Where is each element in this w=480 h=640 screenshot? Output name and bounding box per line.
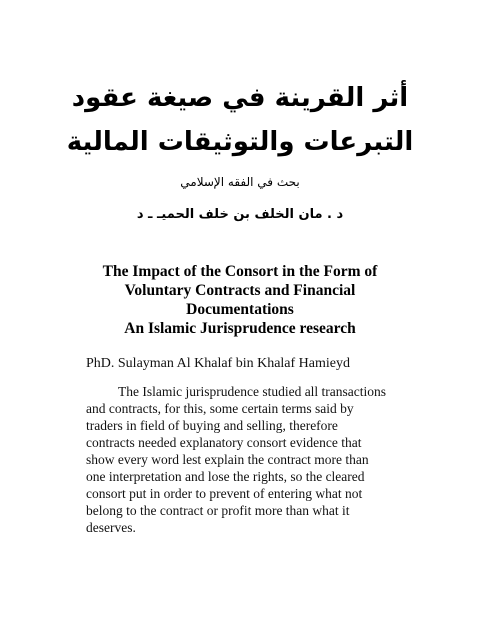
arabic-subtitle: بحث في الفقه الإسلامي — [180, 175, 300, 189]
english-title-line: Documentations — [186, 301, 294, 318]
english-title-line: Voluntary Contracts and Financial — [124, 282, 356, 299]
english-title-line: An Islamic Jurisprudence research — [124, 320, 356, 337]
english-author: PhD. Sulayman Al Khalaf bin Khalaf Hamieyd — [86, 356, 351, 371]
abstract-line: and contracts, for this, some certain terms said by — [86, 401, 354, 416]
abstract-line: The Islamic jurisprudence studied all transactions — [118, 384, 387, 399]
abstract-line: deserves. — [86, 520, 136, 535]
abstract-line: show every word lest explain the contract more than — [86, 452, 369, 467]
abstract-line: belong to the contract or profit more than what it — [86, 503, 350, 518]
abstract-line: one interpretation and lose the rights, so the cleared — [86, 469, 365, 484]
abstract-line: traders in field of buying and selling, therefore — [86, 418, 338, 433]
arabic-author: د . مان الخلف بن خلف الحميـ ـ د — [136, 207, 344, 222]
english-title-line: The Impact of the Consort in the Form of — [102, 263, 378, 280]
abstract-line: contracts needed explanatory consort evidence that — [86, 435, 362, 450]
arabic-title-line-2: التبرعات والتوثيقات المالية — [66, 127, 414, 157]
arabic-title-line-1: أثر القرينة في صيغة عقود — [71, 83, 409, 113]
english-title — [60, 262, 420, 338]
abstract-line: consort put in order to prevent of entering what not — [86, 486, 363, 501]
abstract-paragraph — [86, 383, 416, 536]
